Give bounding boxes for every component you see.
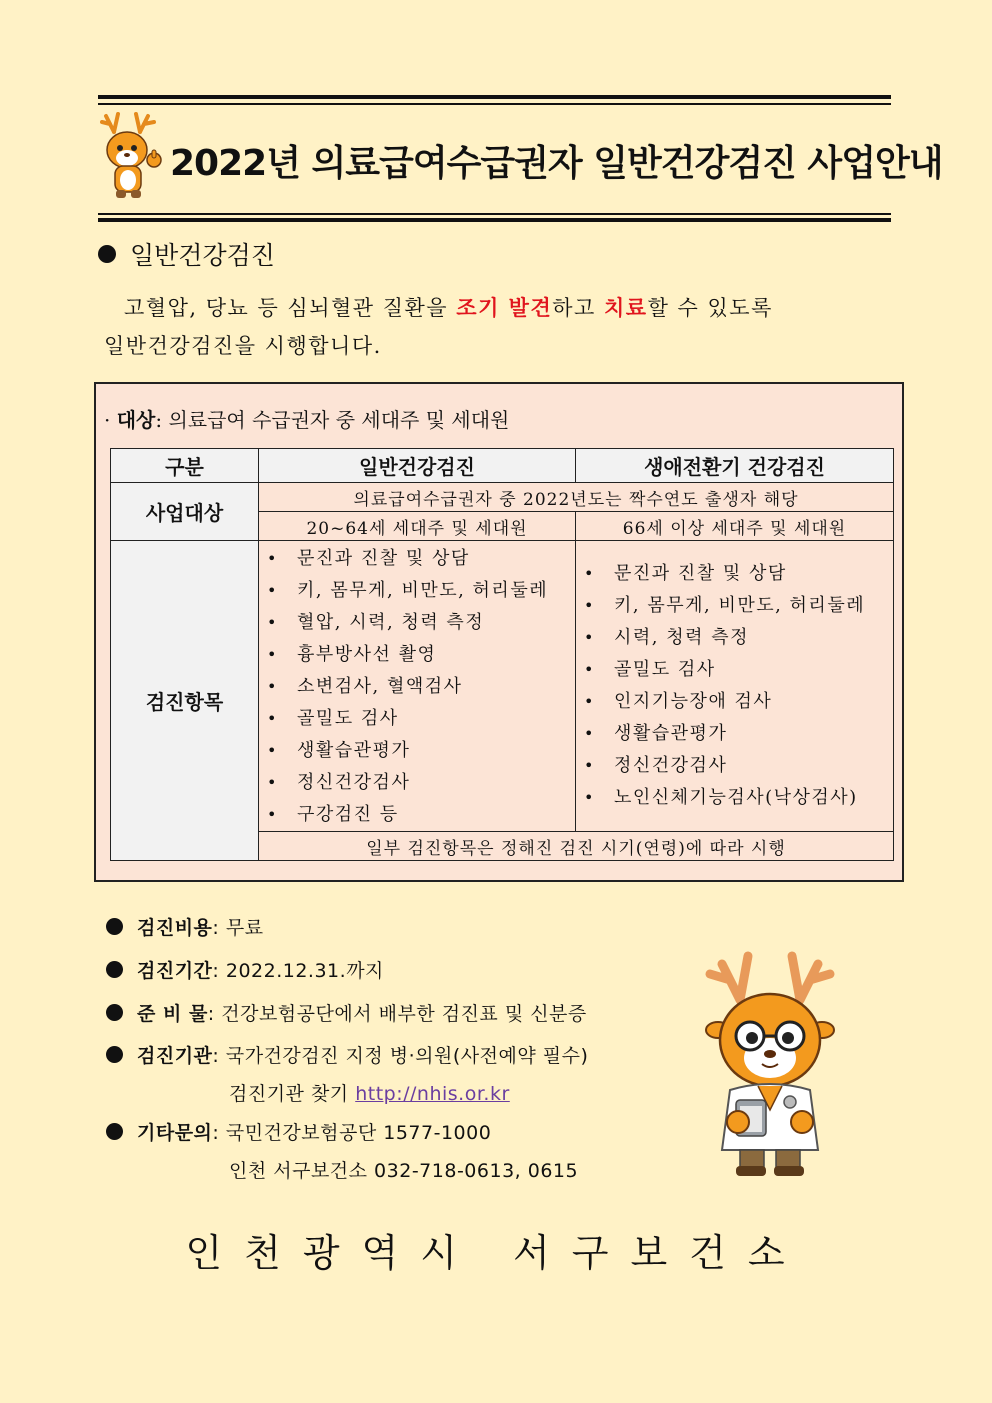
list-item: • 혈압, 시력, 청력 측정: [267, 607, 575, 639]
deer-mascot-small-icon: [100, 110, 166, 202]
nhis-link[interactable]: http://nhis.or.kr: [355, 1083, 510, 1105]
header-transition: 생애전환기 건강검진: [576, 449, 894, 483]
list-item: • 생활습관평가: [584, 718, 893, 750]
list-item: • 생활습관평가: [267, 735, 575, 767]
transition-items-cell: [576, 541, 894, 832]
title-rule-thick: [98, 218, 891, 222]
target-label: 대상: [116, 408, 156, 432]
bullet-icon: [98, 245, 116, 263]
target-general-cell: 20~64세 세대주 및 세대원: [259, 512, 576, 541]
list-item: • 키, 몸무게, 비만도, 허리둘레: [584, 590, 893, 622]
exam-table: [110, 448, 894, 861]
section-heading: 일반건강검진: [98, 236, 275, 272]
info-cost: 검진비용: 무료: [106, 913, 264, 940]
bullet-icon: [106, 1004, 123, 1021]
deer-doctor-mascot-icon: [700, 950, 840, 1180]
list-item: • 구강검진 등: [267, 799, 575, 831]
intro-line-2: 일반건강검진을 시행합니다.: [104, 334, 382, 358]
general-items-cell: [259, 541, 576, 832]
bullet-icon: [106, 1123, 123, 1140]
header-category: 구분: [111, 449, 259, 483]
row-label-target: 사업대상: [111, 483, 259, 541]
target-span-cell: 의료급여수급권자 중 2022년도는 짝수연도 출생자 해당: [259, 483, 894, 512]
list-item: • 문진과 진찰 및 상담: [267, 543, 575, 575]
target-value: : 의료급여 수급권자 중 세대주 및 세대원: [155, 408, 510, 432]
list-item: • 시력, 청력 측정: [584, 622, 893, 654]
info-institution: 검진기관: 국가건강검진 지정 병·의원(사전예약 필수): [106, 1041, 588, 1068]
info-contact-2: 인천 서구보건소 032-718-0613, 0615: [229, 1160, 579, 1182]
bullet-icon: [106, 918, 123, 935]
header-general: 일반건강검진: [259, 449, 576, 483]
bullet-icon: [106, 961, 123, 978]
list-item: • 소변검사, 혈액검사: [267, 671, 575, 703]
info-prep: 준 비 물: 건강보험공단에서 배부한 검진표 및 신분증: [106, 999, 587, 1026]
note-cell: 일부 검진항목은 정해진 검진 시기(연령)에 따라 시행: [259, 832, 894, 861]
list-item: • 인지기능장애 검사: [584, 686, 893, 718]
list-item: • 골밀도 검사: [267, 703, 575, 735]
target-transition-cell: 66세 이상 세대주 및 세대원: [576, 512, 894, 541]
list-item: • 정신건강검사: [584, 750, 893, 782]
row-label-items: 검진항목: [111, 541, 259, 861]
info-contact: 기타문의: 국민건강보험공단 1577-1000: [106, 1118, 491, 1145]
list-item: • 문진과 진찰 및 상담: [584, 558, 893, 590]
top-rule-thin: [98, 103, 891, 105]
list-item: • 노인신체기능검사(낙상검사): [584, 782, 893, 814]
footer-organization: 인천광역시 서구보건소: [185, 1231, 807, 1275]
bullet-icon: [106, 1046, 123, 1063]
list-item: • 흉부방사선 촬영: [267, 639, 575, 671]
list-item: • 키, 몸무게, 비만도, 허리둘레: [267, 575, 575, 607]
page-title: 2022년 의료급여수급권자 일반건강검진 사업안내: [170, 143, 943, 184]
info-period: 검진기간: 2022.12.31.까지: [106, 956, 384, 983]
intro-line-1: 고혈압, 당뇨 등 심뇌혈관 질환을 조기 발견하고 치료할 수 있도록: [124, 296, 773, 320]
list-item: • 정신건강검사: [267, 767, 575, 799]
info-institution-find: 검진기관 찾기 http://nhis.or.kr: [229, 1083, 510, 1105]
list-item: • 골밀도 검사: [584, 654, 893, 686]
target-line: · 대상: 의료급여 수급권자 중 세대주 및 세대원: [104, 408, 510, 432]
title-rule-thin: [98, 213, 891, 215]
top-rule-thick: [98, 95, 891, 99]
